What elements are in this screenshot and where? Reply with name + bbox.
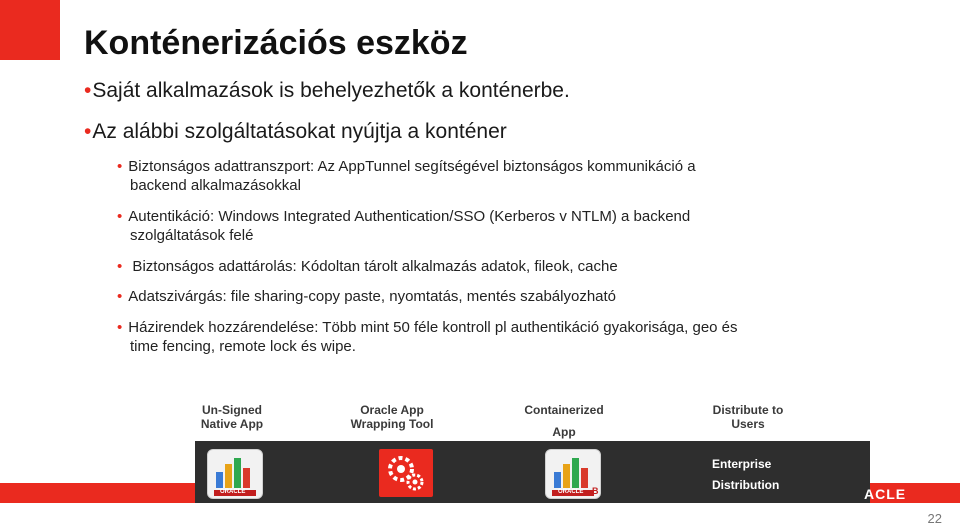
bullet-glyph: •	[117, 208, 123, 225]
bullet-text: Biztonságos adattranszport: Az AppTunnel segítségével biztonságos kommunikáció a	[128, 158, 696, 175]
bullet-l2-4	[117, 287, 877, 306]
bullet-l2-3	[117, 257, 877, 276]
step-label-distribute: Distribute to Users	[712, 403, 784, 431]
bullet-glyph: •	[84, 79, 92, 102]
app-tile-unsigned	[207, 449, 263, 499]
bullet-glyph: •	[117, 158, 123, 175]
app-tile-containerized	[545, 449, 601, 499]
red-strip-left	[0, 483, 195, 503]
gears-icon	[379, 449, 433, 497]
bullet-l1-1	[84, 79, 570, 103]
bullet-text: Adatszivárgás: file sharing-copy paste, nyomtatás, mentés szabályozható	[128, 288, 617, 305]
wrapping-tool-tile	[379, 449, 433, 497]
tile-brand: ORACLE	[558, 489, 584, 495]
bullet-text: Biztonságos adattárolás: Kódoltan tárolt alkalmazás adatok, fileok, cache	[128, 258, 618, 275]
bullet-text: Autentikáció: Windows Integrated Authentication/SSO (Kerberos v NTLM) a backend	[128, 208, 691, 225]
bullet-glyph: •	[117, 319, 123, 336]
bullet-text-cont: time fencing, remote lock és wipe.	[130, 338, 356, 355]
bullet-text-cont: szolgáltatások felé	[130, 227, 254, 244]
slide-title: Konténerizációs eszköz	[84, 24, 468, 62]
tile-brand: ORACLE	[220, 489, 246, 495]
step-label-unsigned-app: Un-Signed Native App	[200, 403, 264, 431]
bullet-glyph: •	[117, 258, 123, 275]
dark-band	[195, 441, 870, 503]
bullet-l1-2	[84, 120, 507, 144]
step-label-containerized-app: Containerized App	[524, 403, 604, 439]
bullet-l2-1	[117, 157, 877, 195]
bullet-glyph: •	[117, 288, 123, 305]
bullet-l2-5	[117, 318, 877, 356]
bullet-text: Az alábbi szolgáltatásokat nyújtja a konténer	[92, 120, 507, 143]
tile-b-mark: B	[592, 486, 599, 496]
step-label-wrapping-tool: Oracle App Wrapping Tool	[350, 403, 434, 431]
bullet-text: Házirendek hozzárendelése: Több mint 50 féle kontroll pl authentikáció gyakorisága, geo és	[128, 319, 738, 336]
bullet-glyph: •	[84, 120, 92, 143]
bullet-l2-2	[117, 207, 877, 245]
page-number: 22	[927, 511, 942, 526]
oracle-logo: ACLE	[864, 486, 907, 502]
distribution-label: Distribution	[712, 478, 780, 492]
enterprise-label: Enterprise	[712, 457, 772, 471]
bullet-text: Saját alkalmazások is behelyezhetők a konténerbe.	[92, 79, 570, 102]
process-diagram	[0, 395, 960, 530]
accent-bar	[0, 0, 60, 60]
bullet-text-cont: backend alkalmazásokkal	[130, 177, 301, 194]
